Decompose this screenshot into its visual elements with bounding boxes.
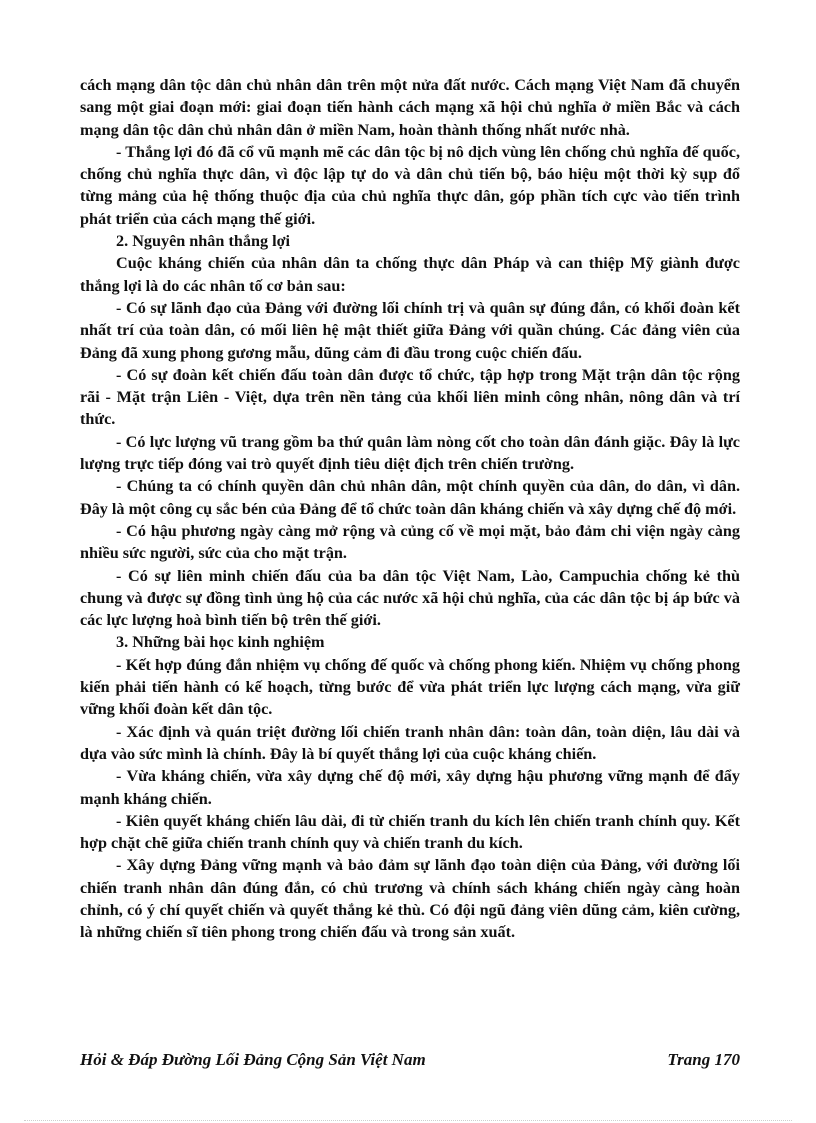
paragraph: - Chúng ta có chính quyền dân chủ nhân dân, một chính quyền của dân, do dân, vì dân. Đây là một công cụ sắc bén của Đảng để tổ chức toàn dân kháng chiến và xây dựng chế độ mới. [80,477,740,518]
paragraph: - Xây dựng Đảng vững mạnh và bảo đảm sự lãnh đạo toàn diện của Đảng, với đường lối chiến tranh nhân dân đúng đắn, có chủ trương và chính sách kháng chiến ngày càng hoàn chỉnh, có ý chí quyết chiến và quyết thắng kẻ thù. Có đội ngũ đảng viên dũng cảm, kiên cường, là những chiến sĩ tiên phong trong chiến đấu và trong sản xuất. [80,856,740,942]
paragraph: Cuộc kháng chiến của nhân dân ta chống thực dân Pháp và can thiệp Mỹ giành được thắng lợi là do các nhân tố cơ bản sau: [80,254,740,295]
section-heading: 3. Những bài học kinh nghiệm [116,633,325,652]
paragraph: - Kiên quyết kháng chiến lâu dài, đi từ chiến tranh du kích lên chiến tranh chính quy. Kết hợp chặt chẽ giữa chiến tranh chính quy và chiến tranh du kích. [80,811,740,853]
paragraph: - Có lực lượng vũ trang gồm ba thứ quân làm nòng cốt cho toàn dân đánh giặc. Đây là lực lượng trực tiếp đóng vai trò quyết định tiêu diệt địch trên chiến trường. [80,432,740,474]
paragraph: - Xác định và quán triệt đường lối chiến tranh nhân dân: toàn dân, toàn diện, lâu dài và dựa vào sức mình là chính. Đây là bí quyết thắng lợi của cuộc kháng chiến. [80,722,740,763]
paragraph: cách mạng dân tộc dân chủ nhân dân trên một nửa đất nước. Cách mạng Việt Nam đã chuyển sang một giai đoạn mới: giai đoạn tiến hành cách mạng xã hội chủ nghĩa ở miền Bắc và cách mạng dân tộc dân chủ nhân dân ở miền Nam, hoàn thành thống nhất nước nhà. [80,76,740,139]
page-footer [80,1050,740,1070]
paragraph: - Vừa kháng chiến, vừa xây dựng chế độ mới, xây dựng hậu phương vững mạnh để đẩy mạnh kháng chiến. [80,767,740,808]
paragraph: - Có sự lãnh đạo của Đảng với đường lối chính trị và quân sự đúng đắn, có khối đoàn kết nhất trí của toàn dân, có mối liên hệ mật thiết giữa Đảng với quần chúng. Các đảng viên của Đảng đã xung phong gương mẫu, dũng cảm đi đầu trong cuộc chiến đấu. [80,298,740,362]
page-number: Trang 170 [667,1050,740,1069]
footer-title: Hỏi & Đáp Đường Lối Đảng Cộng Sản Việt Nam [80,1050,426,1069]
paragraph: - Kết hợp đúng đắn nhiệm vụ chống đế quốc và chống phong kiến. Nhiệm vụ chống phong kiến phải tiến hành có kế hoạch, từng bước để vừa phát triển lực lượng cách mạng, vừa giữ vững khối đoàn kết dân tộc. [80,655,740,719]
paragraph: - Có hậu phương ngày càng mở rộng và củng cố về mọi mặt, bảo đảm chi viện ngày càng nhiều sức người, sức của cho mặt trận. [80,521,740,563]
page-edge-divider [24,1120,792,1121]
paragraph: - Có sự liên minh chiến đấu của ba dân tộc Việt Nam, Lào, Campuchia chống kẻ thù chung và được sự đồng tình ủng hộ của các nước xã hội chủ nghĩa, của các dân tộc bị áp bức và các lực lượng hoà bình tiến bộ trên thế giới. [80,566,740,630]
section-heading: 2. Nguyên nhân thắng lợi [116,232,291,251]
paragraph: - Có sự đoàn kết chiến đấu toàn dân được tổ chức, tập hợp trong Mặt trận dân tộc rộng rãi - Mặt trận Liên - Việt, dựa trên nền tảng của khối liên minh công nhân, nông dân và trí thức. [80,365,740,429]
paragraph: - Thắng lợi đó đã cổ vũ mạnh mẽ các dân tộc bị nô dịch vùng lên chống chủ nghĩa đế quốc, chống chủ nghĩa thực dân, vì độc lập tự do và dân chủ tiến bộ, báo hiệu một thời kỳ sụp đổ từng mảng của hệ thống thuộc địa của chủ nghĩa thực dân, góp phần tích cực vào tiến trình phát triển của cách mạng thế giới. [80,142,740,228]
page-body [80,74,740,944]
